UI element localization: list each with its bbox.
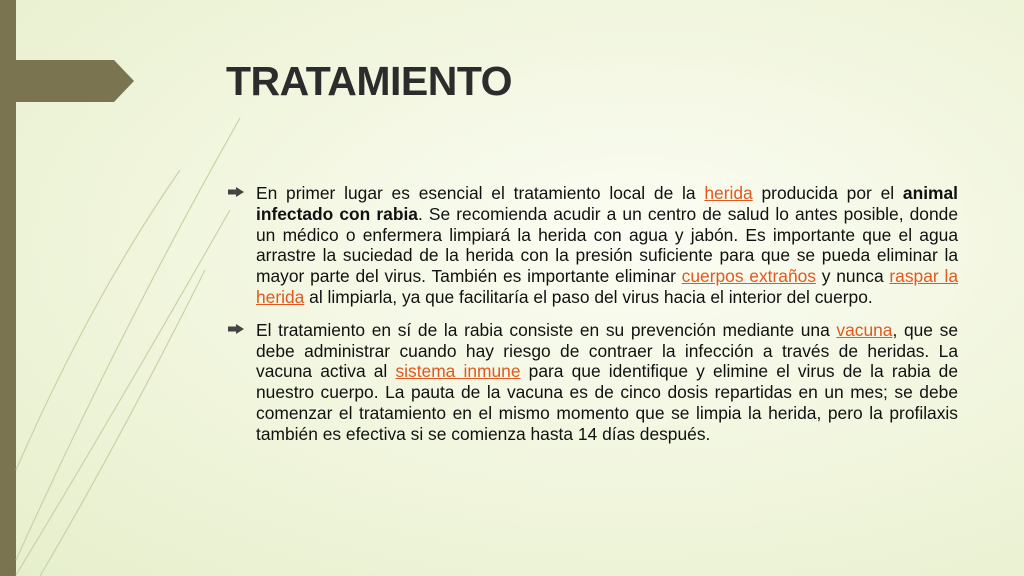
text-segment: y nunca (816, 266, 890, 287)
bullet-text (256, 183, 958, 308)
text-segment: En primer lugar es esencial el tratamiento local de la (256, 183, 705, 203)
page-title: TRATAMIENTO (226, 58, 513, 104)
text-link[interactable]: raspar la herida (256, 266, 958, 307)
bullet-item (228, 320, 958, 445)
arrow-bullet-icon (228, 324, 244, 334)
text-link[interactable]: sistema inmune (395, 361, 521, 382)
decorative-lines (0, 0, 260, 576)
bullet-list (228, 183, 958, 457)
text-segment: para que identifique y elimine el virus de la rabia de nuestro cuerpo. La pauta de la vacuna es de cinco dosis repartidas en un mes; se debe comenzar el tratamiento en el mismo momento que se limpia la herida, pero la profilaxis también es efectiva si se comienza hasta 14 días después. (256, 361, 958, 444)
arrow-bullet-icon (228, 187, 244, 197)
text-segment: producida por el (752, 183, 903, 203)
bullet-text (256, 320, 958, 445)
text-link[interactable]: cuerpos extraños (681, 266, 817, 287)
title-arrow-icon (0, 60, 134, 102)
text-link[interactable]: herida (704, 183, 753, 203)
bullet-item (228, 183, 958, 308)
text-link[interactable]: vacuna (836, 319, 893, 340)
text-segment: El tratamiento en sí de la rabia consiste en su prevención mediante una (256, 319, 837, 340)
text-segment: . Se recomienda acudir a un centro de salud lo antes posible, donde un médico o enfermera limpiará la herida con agua y jabón. Es importante que el agua arrastre la suciedad de la herida con la presión suficiente para que se pueda eliminar la mayor parte del virus. También es importante eliminar (256, 203, 958, 287)
bold-text: animal infectado con rabia (256, 183, 958, 224)
text-segment: al limpiarla, ya que facilitaría el paso del virus hacia el interior del cuerpo. (304, 286, 873, 307)
text-segment: , que se debe administrar cuando hay riesgo de contraer la infección a través de heridas. La vacuna activa al (256, 319, 958, 382)
